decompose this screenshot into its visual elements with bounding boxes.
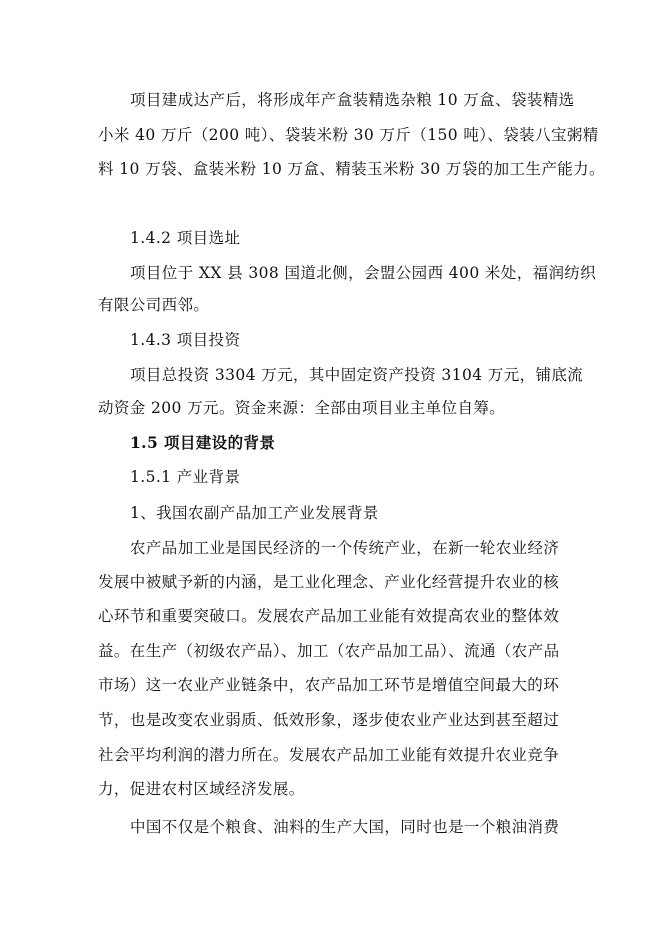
para-a-line-5: 市场）这一农业产业链条中，农产品加工环节是增值空间最大的环 — [98, 676, 560, 694]
para-a-line-6: 节，也是改变农业弱质、低效形象，逐步使农业产业达到甚至超过 — [98, 711, 560, 729]
para-a-line-8: 力，促进农村区域经济发展。 — [98, 780, 305, 798]
para-a-line-7: 社会平均利润的潜力所在。发展农产品加工业能有效提升农业竞争 — [98, 746, 560, 764]
section-143-heading: 1.4.3 项目投资 — [130, 331, 241, 349]
section-143-line-2: 动资金 200 万元。资金来源：全部由项目业主单位自筹。 — [98, 399, 506, 417]
section-142-heading: 1.4.2 项目选址 — [130, 229, 241, 247]
para-a-line-3: 心环节和重要突破口。发展农产品加工业能有效提高农业的整体效 — [98, 607, 560, 625]
para1-line-2: 小米 40 万斤（200 吨）、袋装米粉 30 万斤（150 吨）、袋装八宝粥精 — [98, 126, 599, 144]
para-a-line-2: 发展中被赋予新的内涵，是工业化理念、产业化经营提升农业的核 — [98, 573, 560, 591]
section-142-line-1: 项目位于 XX 县 308 国道北侧，会盟公园西 400 米处，福润纺织 — [130, 264, 597, 282]
section-142-line-2: 有限公司西邻。 — [98, 296, 210, 314]
section-151-subheading: 1、我国农副产品加工产业发展背景 — [130, 504, 379, 522]
para-a-line-1: 农产品加工业是国民经济的一个传统产业，在新一轮农业经济 — [130, 539, 560, 557]
section-15-heading: 1.5 项目建设的背景 — [130, 433, 276, 452]
section-151-heading: 1.5.1 产业背景 — [130, 468, 241, 486]
para-a-line-4: 益。在生产（初级农产品）、加工（农产品加工品）、流通（农产品 — [98, 642, 560, 660]
section-143-line-1: 项目总投资 3304 万元，其中固定资产投资 3104 万元，铺底流 — [130, 366, 584, 384]
para1-line-3: 料 10 万袋、盒装米粉 10 万盒、精装玉米粉 30 万袋的加工生产能力。 — [98, 160, 605, 178]
para1-line-1: 项目建成达产后，将形成年产盒装精选杂粮 10 万盒、袋装精选 — [130, 91, 575, 109]
para-b-line-1: 中国不仅是个粮食、油料的生产大国，同时也是一个粮油消费 — [130, 818, 560, 836]
